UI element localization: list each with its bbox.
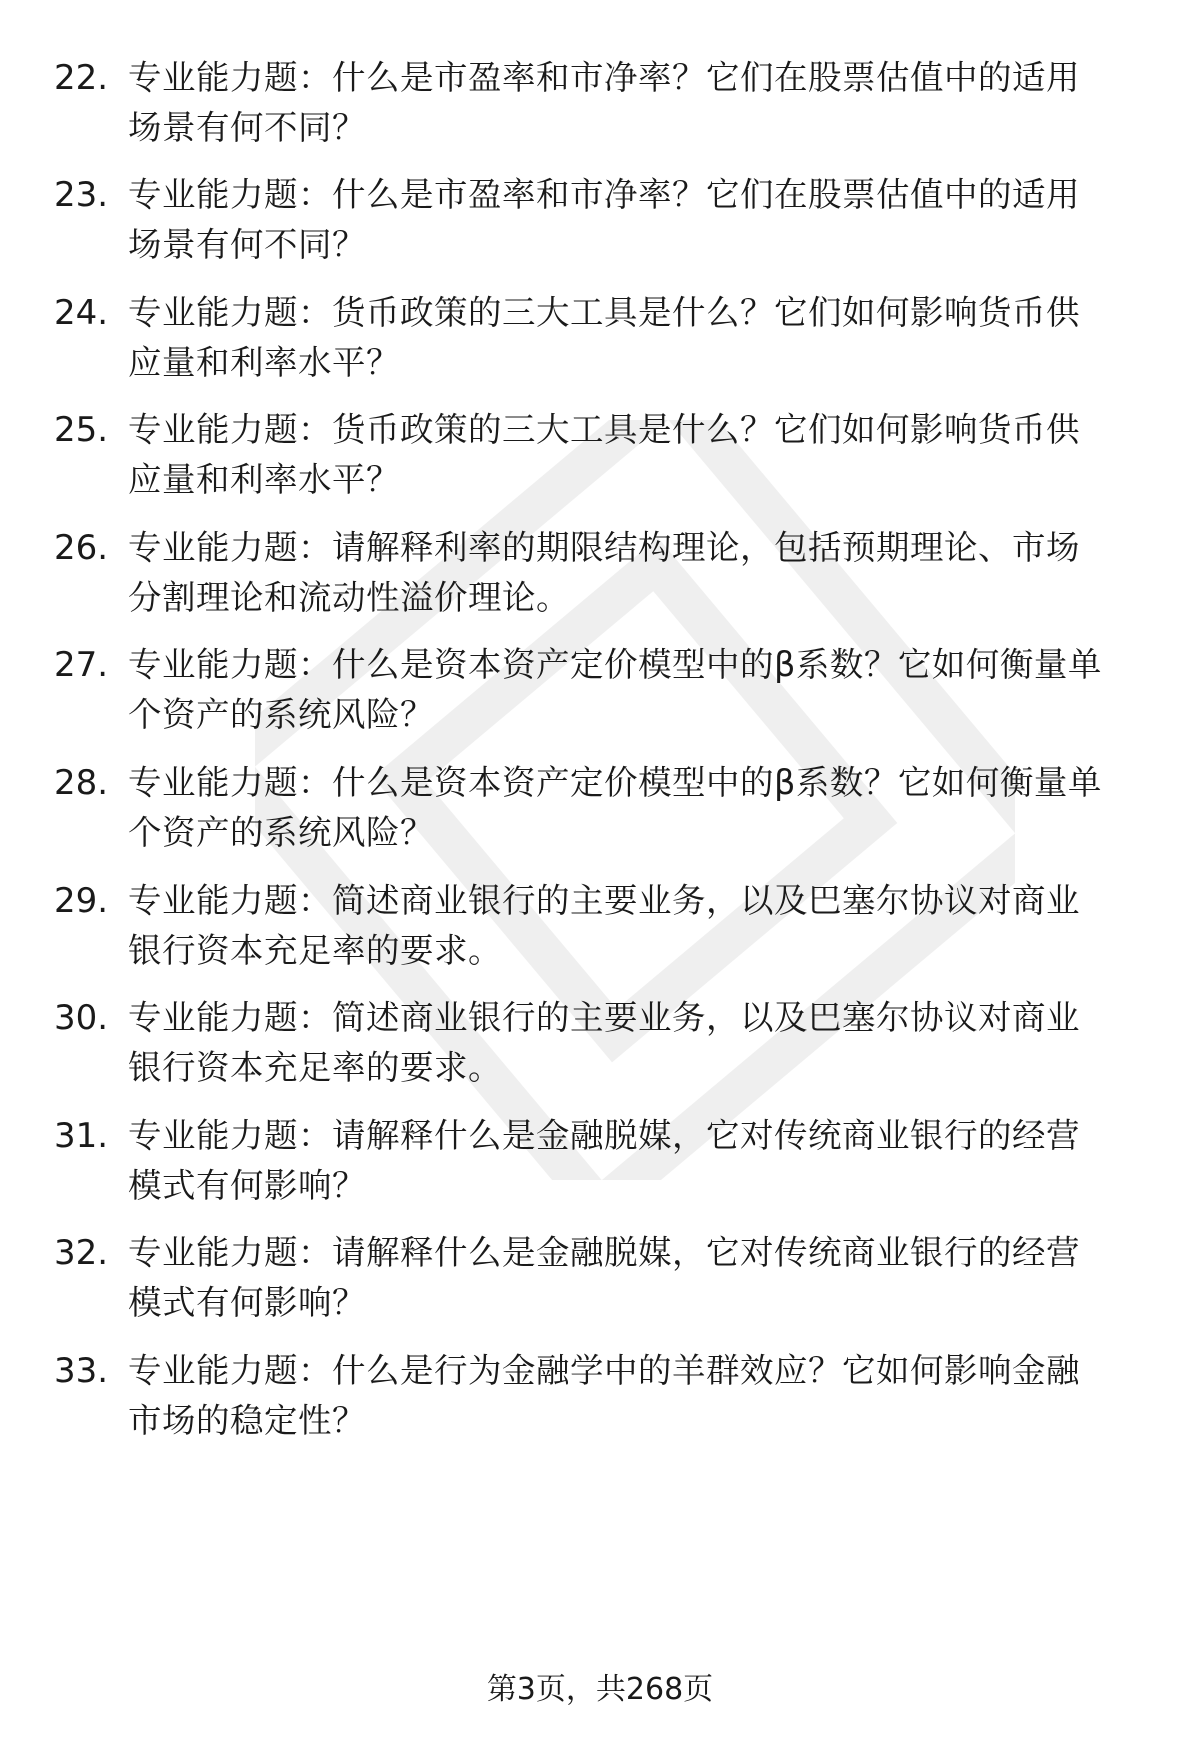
question-text xyxy=(128,876,1168,976)
question-text-line: 市场的稳定性？ xyxy=(128,1401,366,1440)
question-item xyxy=(0,170,1200,280)
question-text-line: 应量和利率水平？ xyxy=(128,460,400,499)
question-number: 28. xyxy=(54,763,109,803)
question-text-line: 专业能力题：什么是资本资产定价模型中的β系数？它如何衡量单 xyxy=(128,763,1102,802)
question-text-line: 模式有何影响？ xyxy=(128,1166,366,1205)
question-text xyxy=(128,1111,1168,1211)
question-text-line: 模式有何影响？ xyxy=(128,1283,366,1322)
page-number-footer: 第3页，共268页 xyxy=(486,1672,714,1707)
question-text xyxy=(128,170,1168,270)
question-number: 33. xyxy=(54,1351,109,1391)
question-item xyxy=(0,1346,1200,1456)
question-text xyxy=(128,523,1168,623)
question-text-line: 专业能力题：什么是资本资产定价模型中的β系数？它如何衡量单 xyxy=(128,645,1102,684)
question-text-line: 专业能力题：什么是行为金融学中的羊群效应？它如何影响金融 xyxy=(128,1351,1080,1390)
question-text xyxy=(128,993,1168,1093)
question-text-line: 银行资本充足率的要求。 xyxy=(128,1048,502,1087)
question-number: 23. xyxy=(54,175,109,215)
question-text-line: 专业能力题：货币政策的三大工具是什么？它们如何影响货币供 xyxy=(128,293,1080,332)
question-item xyxy=(0,53,1200,163)
question-text xyxy=(128,1346,1168,1446)
question-text-line: 专业能力题：什么是市盈率和市净率？它们在股票估值中的适用 xyxy=(128,58,1080,97)
question-text xyxy=(128,53,1168,153)
question-text-line: 专业能力题：请解释利率的期限结构理论，包括预期理论、市场 xyxy=(128,528,1080,567)
question-text xyxy=(128,640,1168,740)
question-text-line: 专业能力题：货币政策的三大工具是什么？它们如何影响货币供 xyxy=(128,410,1080,449)
question-item xyxy=(0,288,1200,398)
question-item xyxy=(0,876,1200,986)
question-text-line: 专业能力题：简述商业银行的主要业务，以及巴塞尔协议对商业 xyxy=(128,881,1080,920)
question-text xyxy=(128,405,1168,505)
question-item xyxy=(0,758,1200,868)
question-number: 29. xyxy=(54,881,109,921)
question-item xyxy=(0,523,1200,633)
question-text-line: 个资产的系统风险？ xyxy=(128,695,434,734)
question-item xyxy=(0,405,1200,515)
question-number: 25. xyxy=(54,410,109,450)
question-text-line: 场景有何不同？ xyxy=(128,225,366,264)
question-number: 22. xyxy=(54,58,109,98)
question-text-line: 银行资本充足率的要求。 xyxy=(128,931,502,970)
question-number: 31. xyxy=(54,1116,109,1156)
question-number: 30. xyxy=(54,998,109,1038)
question-text xyxy=(128,288,1168,388)
question-item xyxy=(0,1111,1200,1221)
question-text-line: 分割理论和流动性溢价理论。 xyxy=(128,578,570,617)
question-number: 24. xyxy=(54,293,109,333)
question-text-line: 专业能力题：简述商业银行的主要业务，以及巴塞尔协议对商业 xyxy=(128,998,1080,1037)
question-text-line: 应量和利率水平？ xyxy=(128,343,400,382)
question-item xyxy=(0,993,1200,1103)
question-text-line: 专业能力题：什么是市盈率和市净率？它们在股票估值中的适用 xyxy=(128,175,1080,214)
question-number: 32. xyxy=(54,1233,109,1273)
question-number: 26. xyxy=(54,528,109,568)
question-item xyxy=(0,1228,1200,1338)
question-item xyxy=(0,640,1200,750)
question-text xyxy=(128,758,1168,858)
question-text xyxy=(128,1228,1168,1328)
question-text-line: 专业能力题：请解释什么是金融脱媒，它对传统商业银行的经营 xyxy=(128,1233,1080,1272)
question-text-line: 场景有何不同？ xyxy=(128,108,366,147)
question-text-line: 专业能力题：请解释什么是金融脱媒，它对传统商业银行的经营 xyxy=(128,1116,1080,1155)
question-text-line: 个资产的系统风险？ xyxy=(128,813,434,852)
question-number: 27. xyxy=(54,645,109,685)
